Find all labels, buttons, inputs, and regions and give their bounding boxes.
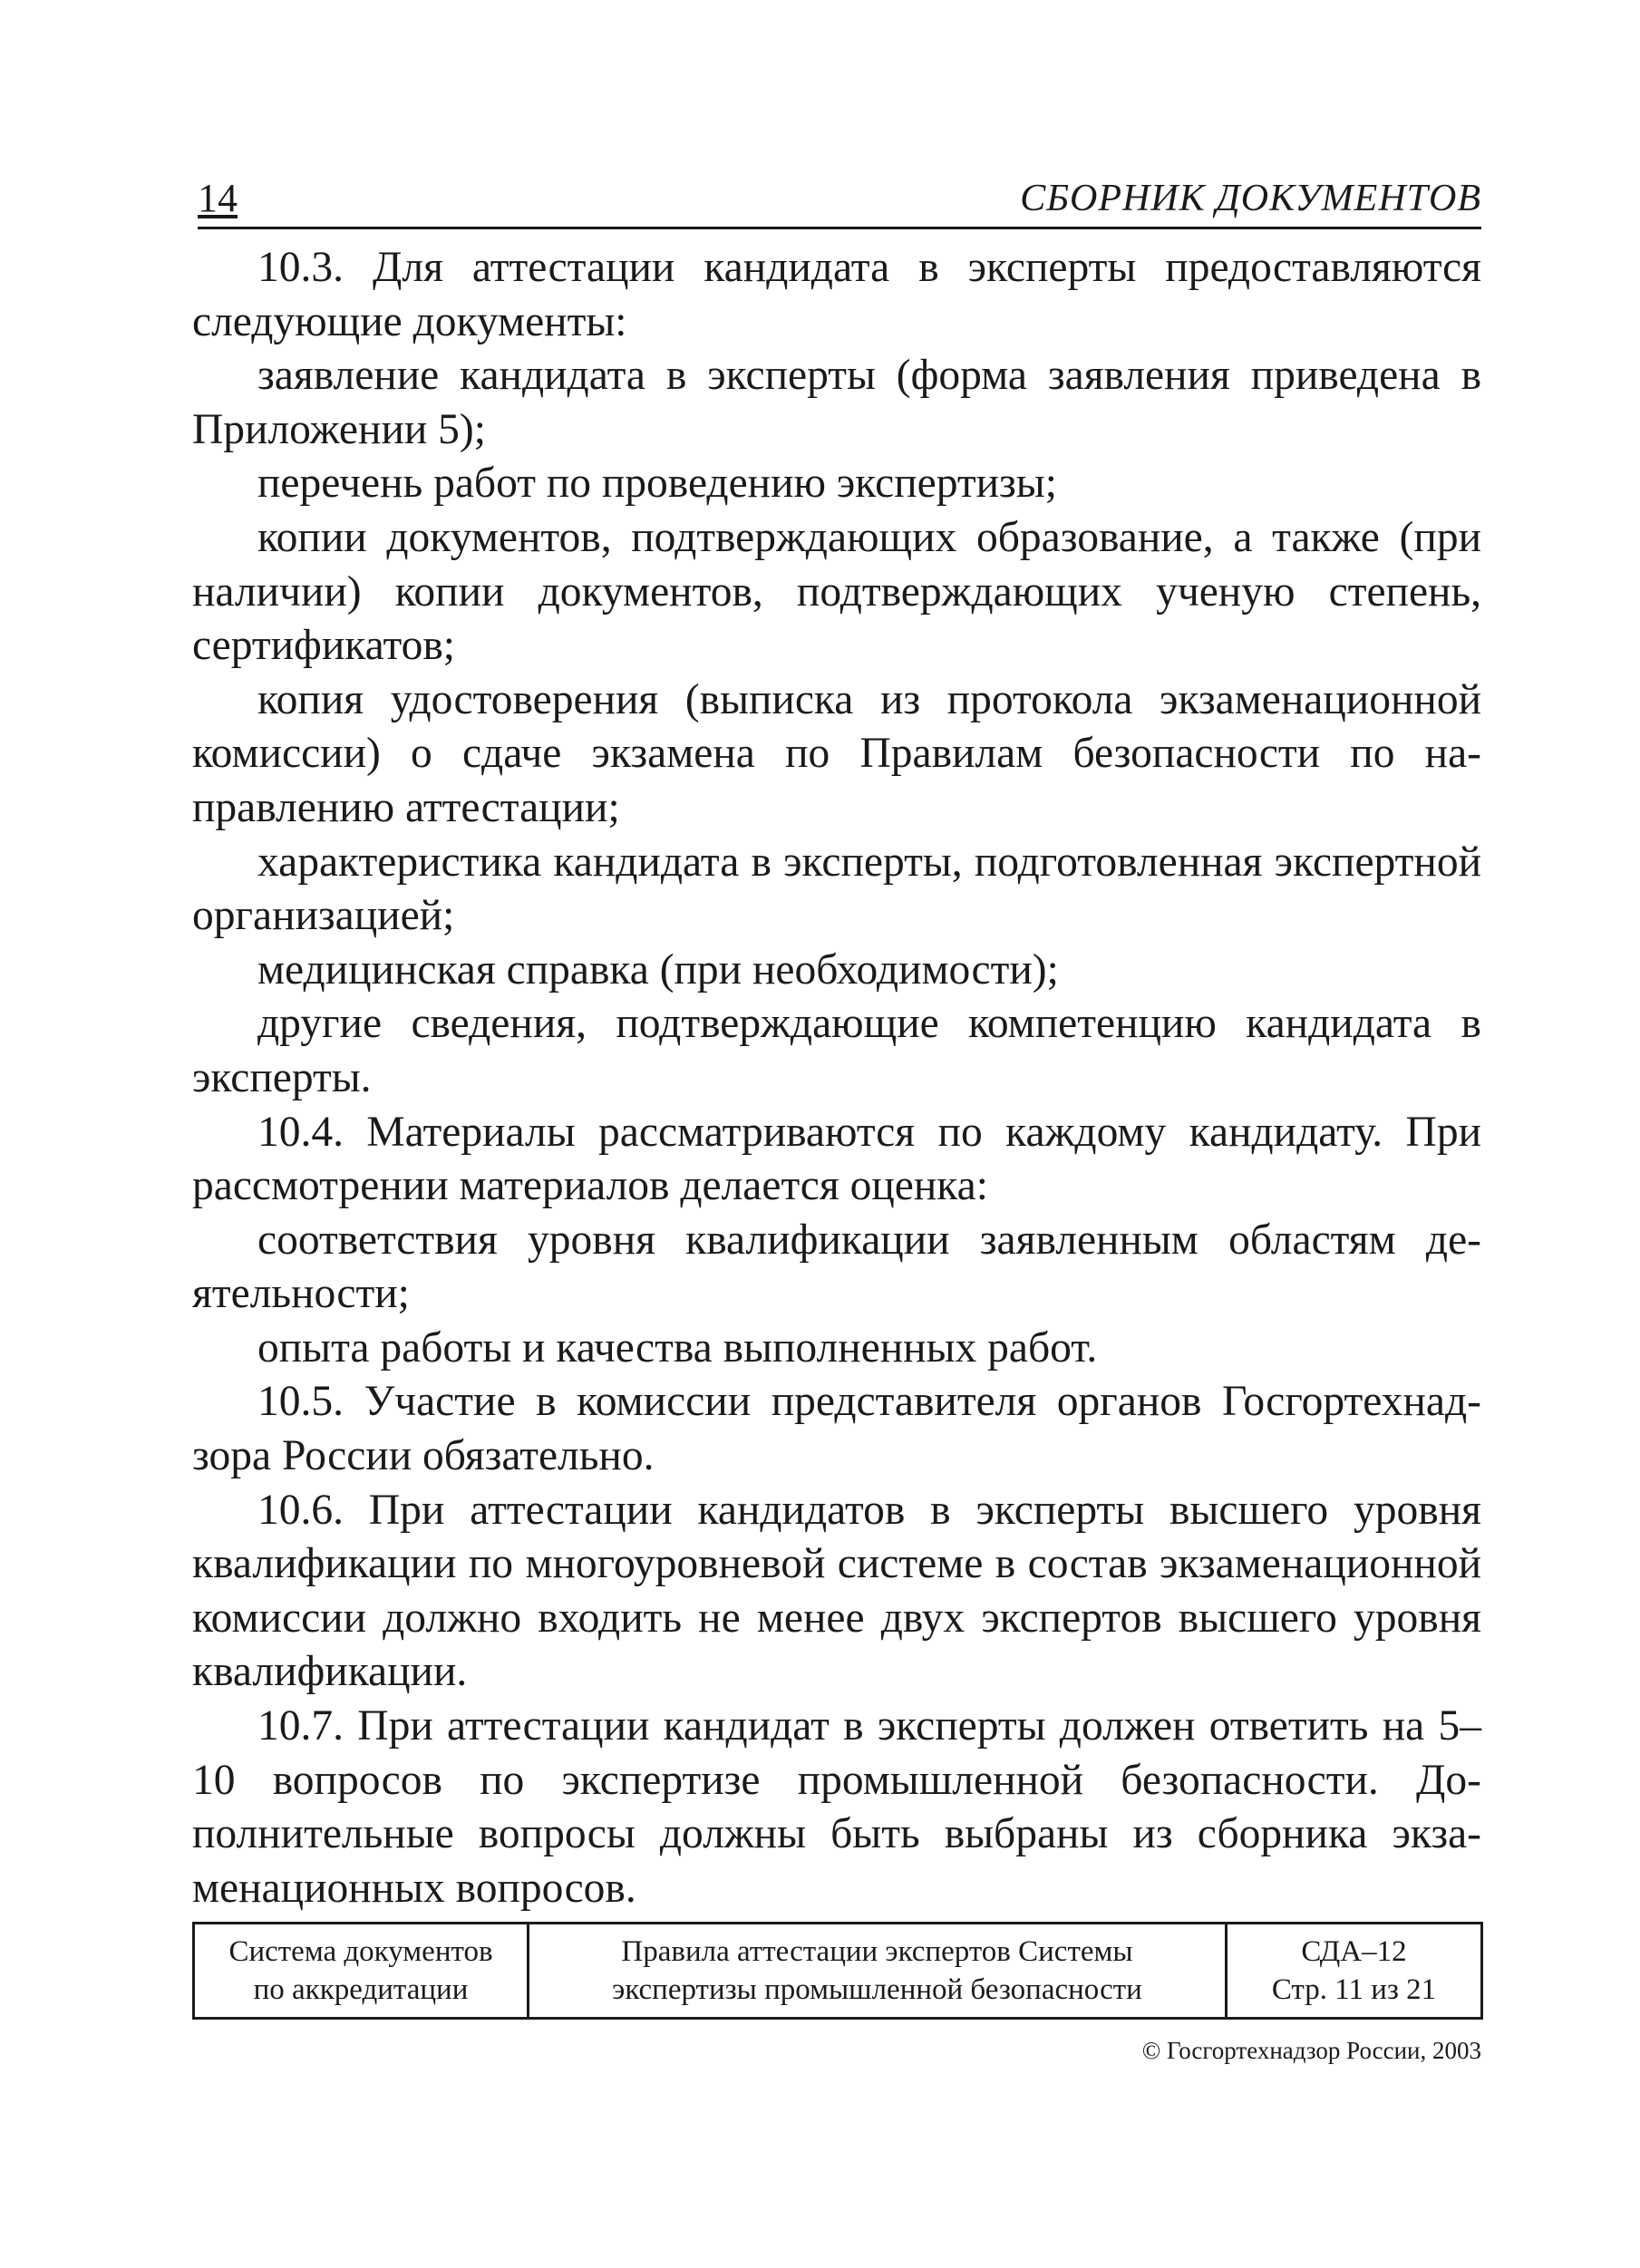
list-item-medical-certificate: медицинская справка (при необходимости); xyxy=(257,945,1059,993)
paragraph-10-6: 10.6. При аттестации кандидатов в эксперты высшего уровня квалификации по многоуровневой системе в состав экзаменационной комиссии должно входить не менее двух экспертов высшего уровня квалификации. xyxy=(192,1486,1481,1696)
footer-page-of: Стр. 11 из 21 xyxy=(1271,1973,1437,2006)
paragraph-10-5: 10.5. Участие в комиссии представителя органов Госгортехнадзора России обязательно. xyxy=(192,1378,1481,1480)
footer-rules-line1: Правила аттестации экспертов Системы xyxy=(621,1935,1133,1968)
paragraph-10-7: 10.7. При аттестации кандидат в эксперты должен ответить на 5–10 вопросов по экспертизе промышленной безопасности. Дополнительные вопросы должны быть выбраны из сборника экзаменационных вопросов. xyxy=(192,1702,1481,1912)
list-item-work-list: перечень работ по проведению экспертизы; xyxy=(257,460,1057,508)
header-title: СБОРНИК ДОКУМЕНТОВ xyxy=(1020,178,1481,219)
copyright-notice: © Госгортехнадзор России, 2003 xyxy=(1141,2037,1481,2064)
running-header xyxy=(198,169,1481,229)
footer-rules-line2: экспертизы промышленной безопасности xyxy=(612,1973,1142,2006)
paragraph-10-4: 10.4. Материалы рассматриваются по каждому кандидату. При рассмотрении материалов делается оценка: xyxy=(192,1108,1481,1210)
footer-system-cell xyxy=(195,1924,527,2017)
footer-system-line2: по аккредитации xyxy=(253,1973,469,2006)
list-item-application: заявление кандидата в эксперты (форма заявления приведена в Приложении 5); xyxy=(192,352,1481,453)
paragraph-10-3: 10.3. Для аттестации кандидата в эксперты предоставляются следующие документы: xyxy=(192,244,1481,345)
list-item-other-info: другие сведения, подтверждающие компетенцию кандидата в эксперты. xyxy=(192,1000,1481,1101)
list-item-qualification: соответствия уровня квалификации заявленным областям деятельности; xyxy=(192,1216,1481,1318)
footer-table xyxy=(192,1922,1483,2020)
page-number: 14 xyxy=(198,176,238,220)
body-text xyxy=(192,241,1481,1915)
list-item-education-copies: копии документов, подтверждающих образование, а также (при наличии) копии документов, подтверждающих ученую степень, сертификатов; xyxy=(192,513,1481,670)
footer-code-cell xyxy=(1225,1924,1480,2017)
footer-system-line1: Система документов xyxy=(228,1935,493,1968)
list-item-experience: опыта работы и качества выполненных работ. xyxy=(257,1323,1098,1371)
list-item-certificate-copy: копия удостоверения (выписка из протокола экзаменационной комиссии) о сдаче экзамена по Правилам безопасности по направлению аттестации; xyxy=(192,675,1481,831)
footer-document-code: СДА–12 xyxy=(1301,1935,1407,1968)
list-item-characteristic: характеристика кандидата в эксперты, подготовленная экспертной организацией; xyxy=(192,838,1481,940)
footer-rules-cell xyxy=(527,1924,1225,2017)
